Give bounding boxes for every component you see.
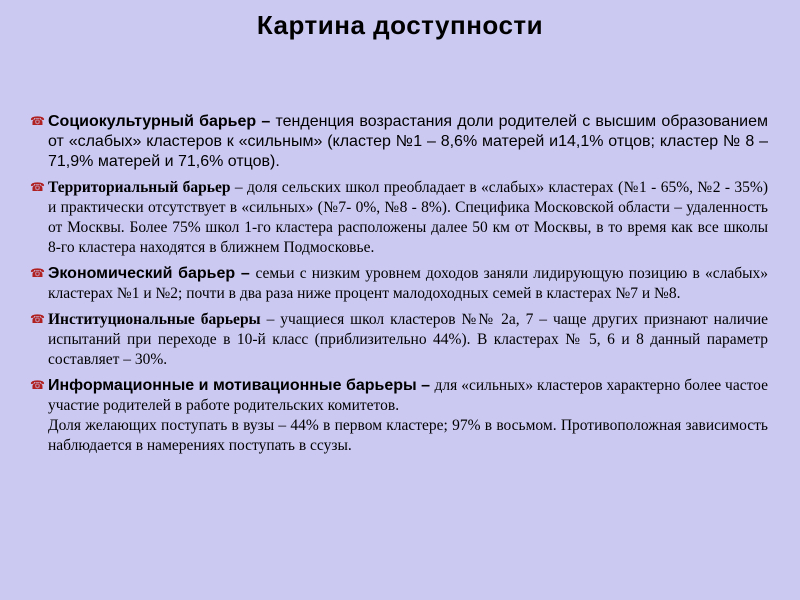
- list-item-sociocultural: [30, 112, 768, 172]
- item-paragraph: [48, 264, 768, 304]
- item-heading: Институциональные барьеры: [48, 311, 261, 328]
- phone-icon: ☎: [30, 266, 45, 280]
- item-heading: Социокультурный барьер –: [48, 113, 276, 130]
- item-paragraph: [48, 178, 768, 258]
- phone-icon: ☎: [30, 180, 45, 194]
- item-paragraph: [48, 310, 768, 370]
- item-heading: Информационные и мотивационные барьеры –: [48, 377, 435, 394]
- item-heading: Экономический барьер –: [48, 265, 256, 282]
- phone-icon: ☎: [30, 114, 45, 128]
- list-item-economic: [30, 264, 768, 304]
- list-item-territorial: [30, 178, 768, 258]
- barrier-list: [30, 112, 768, 462]
- page-title: Картина доступности: [256, 10, 544, 40]
- item-text: – учащиеся школ кластеров №№ 2а, 7 – чаще других признают наличие испытаний при переходе в 10-й класс (приблизительно 44%). В кластерах № 5, 6 и 8 данный параметр составляет – 30%.: [48, 311, 768, 368]
- phone-icon: ☎: [30, 312, 45, 326]
- item-heading: Территориальный барьер: [48, 179, 231, 196]
- phone-icon: ☎: [30, 378, 45, 392]
- item-paragraph: [48, 376, 768, 416]
- item-text: для «сильных» кластеров характерно более частое участие родителей в работе родительских комитетов.: [48, 377, 768, 414]
- item-text: тенденция возрастания доли родителей с высшим образованием от «слабых» кластеров к «сильным» (кластер №1 – 8,6% матерей и14,1% отцов; кластер № 8 – 71,9% матерей и 71,6% отцов).: [48, 113, 769, 170]
- item-text: семьи с низким уровнем доходов заняли лидирующую позицию в «слабых» кластерах №1 и №2; почти в два раза ниже процент малодоходных семей в кластерах №7 и №8.: [48, 265, 768, 302]
- list-item-informational: [30, 376, 768, 456]
- extra-paragraph: Доля желающих поступать в вузы – 44% в первом кластере; 97% в восьмом. Противоположная зависимость наблюдается в намерениях поступать в ссузы.: [48, 417, 768, 454]
- item-text: – доля сельских школ преобладает в «слабых» кластерах (№1 - 65%, №2 - 35%) и практически отсутствует в «сильных» (№7- 0%, №8 - 8%). Специфика Московской области – удаленность от Москвы. Более 75% школ 1-го кластера расположены далее 50 км от Москвы, в то время как все школы 8-го кластера находятся в ближнем Подмосковье.: [48, 179, 768, 256]
- item-paragraph: [48, 112, 768, 172]
- list-item-institutional: [30, 310, 768, 370]
